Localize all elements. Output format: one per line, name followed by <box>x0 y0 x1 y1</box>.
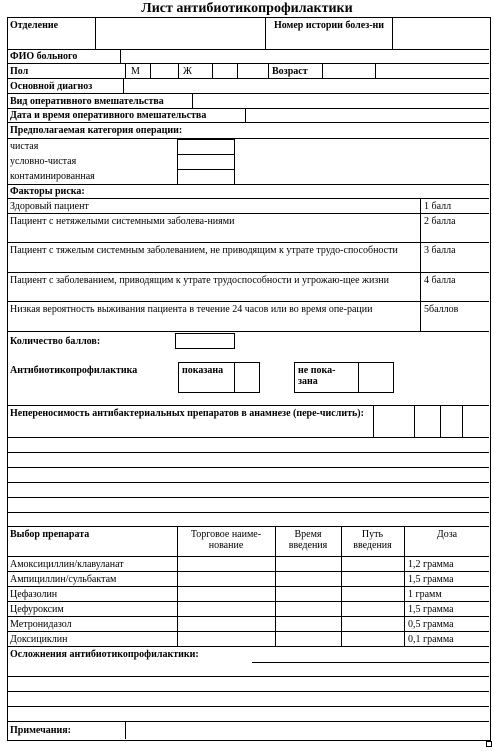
risk-row-mild: Пациент с нетяжелыми системными заболева-ниями <box>10 216 235 227</box>
patient-name-label: ФИО больного <box>10 51 78 62</box>
drug-header: Выбор препарата <box>10 529 90 540</box>
prophylaxis-indicated-label: показана <box>182 365 224 376</box>
trade-name-header: Торговое наиме-нование <box>190 529 262 551</box>
age-field[interactable] <box>323 64 375 78</box>
risk-score-2: 2 балла <box>424 216 456 227</box>
history-number-label: Номер истории болез-ни <box>273 20 385 31</box>
category-conditionally-clean-checkbox[interactable] <box>177 154 235 170</box>
drug-row-doxycycline: Доксициклин <box>10 634 68 645</box>
intolerance-label: Непереносимость антибактериальных препаратов в анамнезе (пере-числить): <box>10 408 364 419</box>
dose-cefuroxime: 1,5 грамма <box>408 604 454 615</box>
dose-header: Доза <box>436 529 458 540</box>
notes-field[interactable] <box>126 722 488 739</box>
main-diagnosis-field[interactable] <box>124 79 488 93</box>
risk-score-1: 1 балл <box>424 201 452 212</box>
form-title: Лист антибиотикопрофилактики <box>141 1 353 16</box>
category-contaminated-checkbox[interactable] <box>177 169 235 185</box>
category-option-contaminated: контаминированная <box>10 171 95 182</box>
score-total-label: Количество баллов: <box>10 336 101 347</box>
risk-score-4: 4 балла <box>424 275 456 286</box>
category-clean-checkbox[interactable] <box>177 139 235 155</box>
dose-doxycycline: 0,1 грамма <box>408 634 454 645</box>
department-label: Отделение <box>10 20 59 31</box>
prophylaxis-not-indicated-checkbox[interactable] <box>359 363 393 392</box>
dose-cefazolin: 1 грамм <box>408 589 442 600</box>
category-option-conditionally-clean: условно-чистая <box>10 156 77 167</box>
sex-female-option[interactable]: Ж <box>183 66 192 77</box>
history-number-field[interactable] <box>393 18 488 49</box>
surgery-datetime-field[interactable] <box>246 109 488 122</box>
prophylaxis-not-indicated-label: не пока-зана <box>298 365 336 387</box>
time-header: Время введения <box>288 529 328 551</box>
notes-label: Примечания: <box>10 725 72 736</box>
sex-label: Пол <box>10 66 29 77</box>
department-field[interactable] <box>96 18 265 49</box>
dose-amoxiclav: 1,2 грамма <box>408 559 454 570</box>
risk-heading: Факторы риска: <box>10 186 85 197</box>
category-heading: Предполагаемая категория операции: <box>10 125 183 136</box>
risk-row-healthy: Здоровый пациент <box>10 201 89 212</box>
complications-label: Осложнения антибиотикопрофилактики: <box>10 649 199 660</box>
prophylaxis-label: Антибиотикопрофилактика <box>10 365 138 376</box>
drug-row-cefazolin: Цефазолин <box>10 589 58 600</box>
category-option-clean: чистая <box>10 141 39 152</box>
drug-row-ampisulbactam: Ампициллин/сульбактам <box>10 574 117 585</box>
intolerance-field[interactable] <box>8 438 488 512</box>
risk-row-low-survival: Низкая вероятность выживания пациента в течение 24 часов или во время опе-рации <box>10 304 373 315</box>
drug-row-amoxiclav: Амоксициллин/клавуланат <box>10 559 124 570</box>
patient-name-field[interactable] <box>121 50 488 63</box>
dose-metronidazole: 0,5 грамма <box>408 619 454 630</box>
drug-row-metronidazole: Метронидазол <box>10 619 72 630</box>
surgery-type-field[interactable] <box>193 94 488 108</box>
surgery-datetime-label: Дата и время оперативного вмешательства <box>10 110 207 121</box>
resize-handle[interactable] <box>486 741 492 747</box>
main-diagnosis-label: Основной диагноз <box>10 81 93 92</box>
surgery-type-label: Вид оперативного вмешательства <box>10 96 164 107</box>
risk-score-3: 3 балла <box>424 245 456 256</box>
risk-row-severe: Пациент с тяжелым системным заболеванием, не приводящим к утрате трудо-способности <box>10 245 398 256</box>
sex-male-option[interactable]: М <box>131 66 140 77</box>
risk-row-disabling: Пациент с заболеванием, приводящим к утрате трудоспособности и угрожаю-щее жизни <box>10 275 389 286</box>
dose-ampisulbactam: 1,5 грамма <box>408 574 454 585</box>
age-label: Возраст <box>272 66 308 77</box>
complications-field[interactable] <box>8 662 488 721</box>
risk-score-5: 5баллов <box>424 304 459 315</box>
prophylaxis-indicated-checkbox[interactable] <box>235 363 259 392</box>
score-total-field[interactable] <box>175 333 235 349</box>
route-header: Путь введения <box>353 529 392 551</box>
drug-row-cefuroxime: Цефуроксим <box>10 604 64 615</box>
